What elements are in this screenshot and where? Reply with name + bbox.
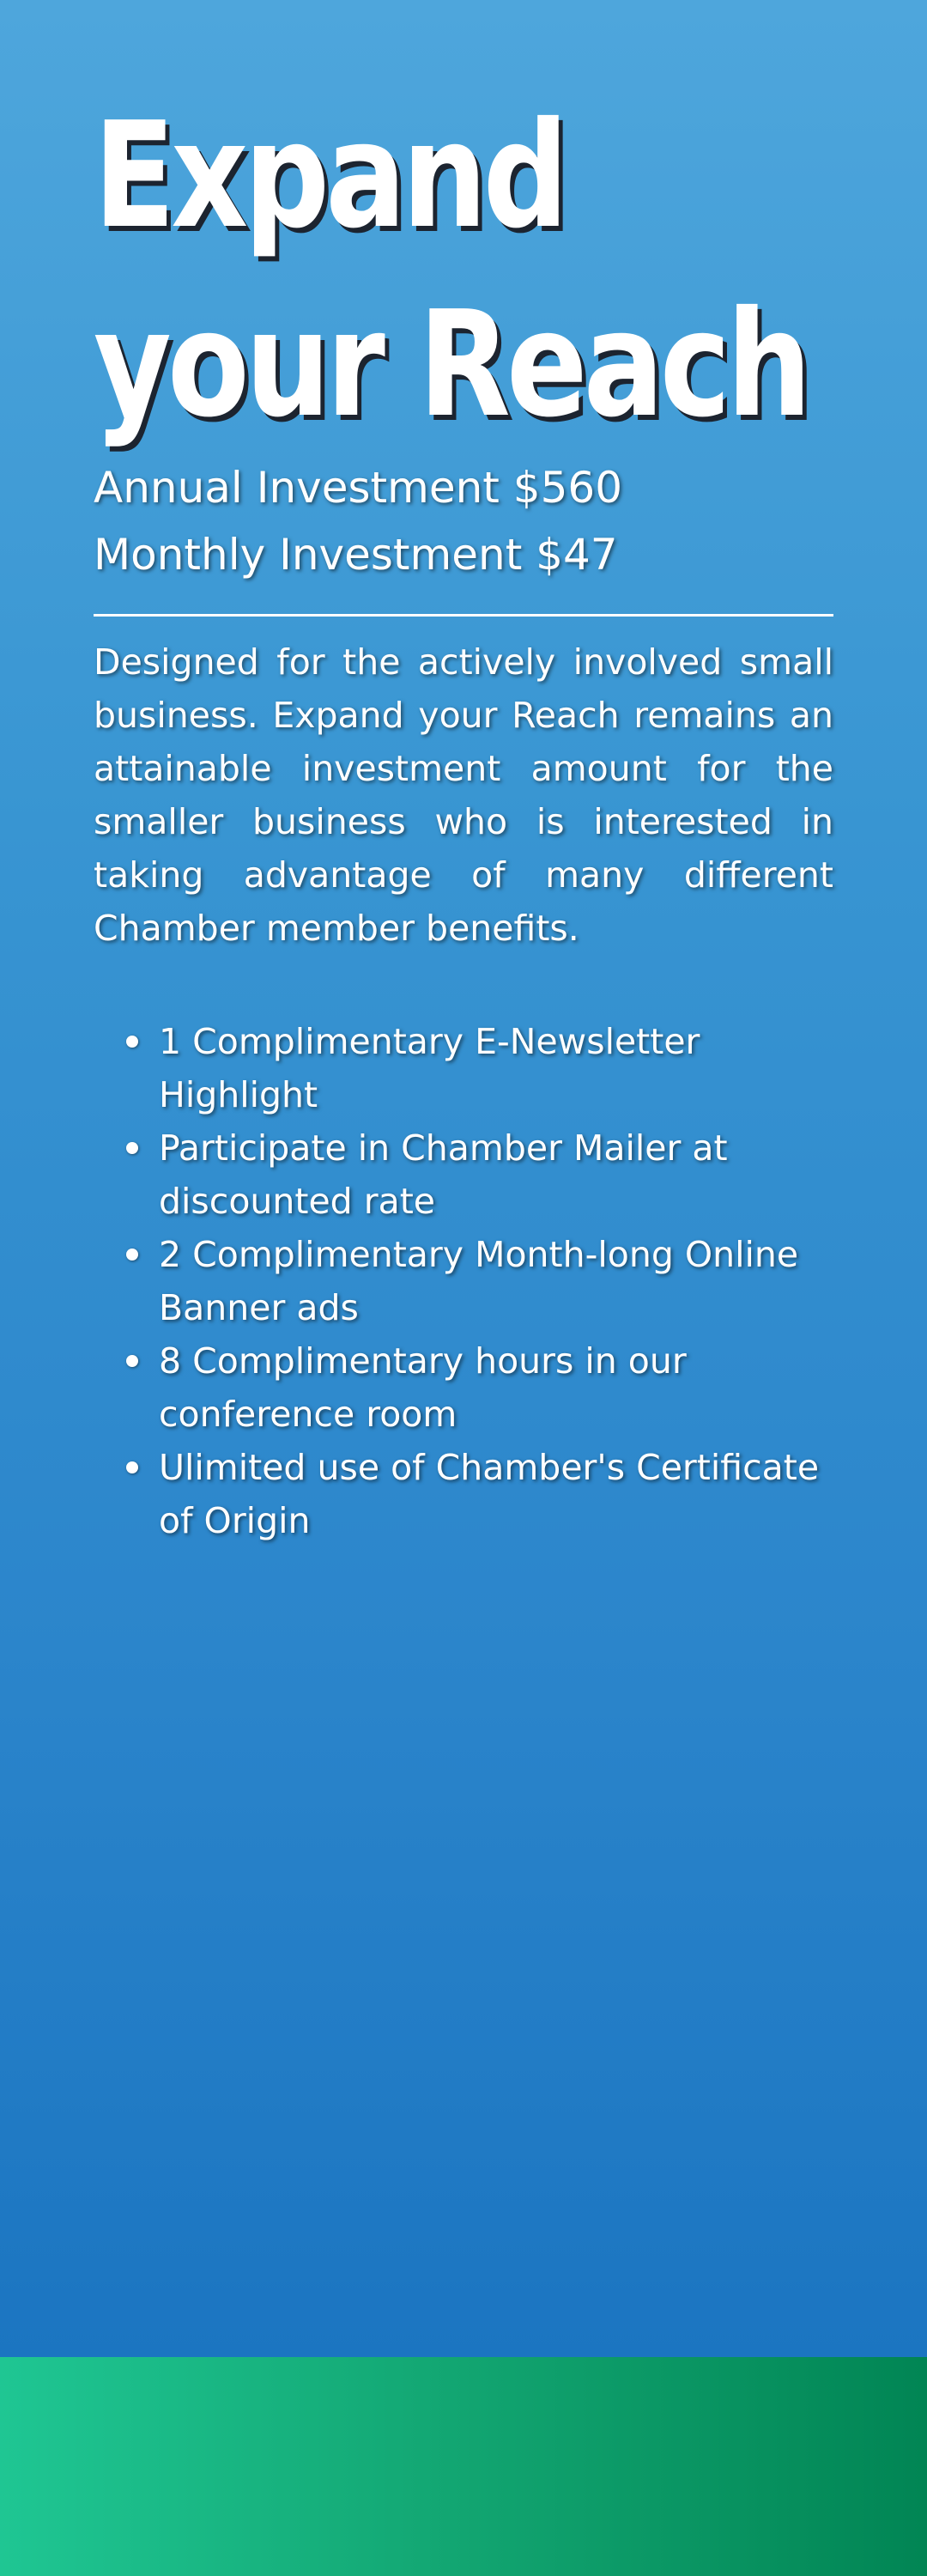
divider [94,614,833,617]
benefit-item [159,1441,828,1547]
monthly-price: Monthly Investment $47 [94,530,618,580]
footer-band [0,2357,927,2576]
bullet-icon [126,1036,138,1048]
tier-prices [94,454,833,588]
tier-title: Expand your Reach [94,91,808,450]
bullet-icon [126,1142,138,1154]
benefit-text: Participate in Chamber Mailer at discounted rate [159,1127,728,1222]
bullet-icon [126,1355,138,1367]
benefit-item [159,1228,828,1334]
tier-description: Designed for the actively involved small business. Expand your Reach remains an attainable investment amount for the smaller business who is interested in taking advantage of many different Chamber member benefits. [94,641,833,949]
annual-price: Annual Investment $560 [94,463,623,513]
benefit-text: 8 Complimentary hours in our conference room [159,1340,687,1435]
benefit-text: Ulimited use of Chamber's Certificate of Origin [159,1447,820,1541]
benefit-text: 1 Complimentary E-Newsletter Highlight [159,1021,700,1115]
bullet-icon [126,1461,138,1473]
benefits-list [94,1015,833,1547]
benefit-item [159,1334,828,1441]
benefit-item [159,1121,828,1228]
benefit-text: 2 Complimentary Month-long Online Banner ads [159,1234,799,1328]
tier-content [94,82,833,1547]
bullet-icon [126,1249,138,1261]
benefit-item [159,1015,828,1121]
